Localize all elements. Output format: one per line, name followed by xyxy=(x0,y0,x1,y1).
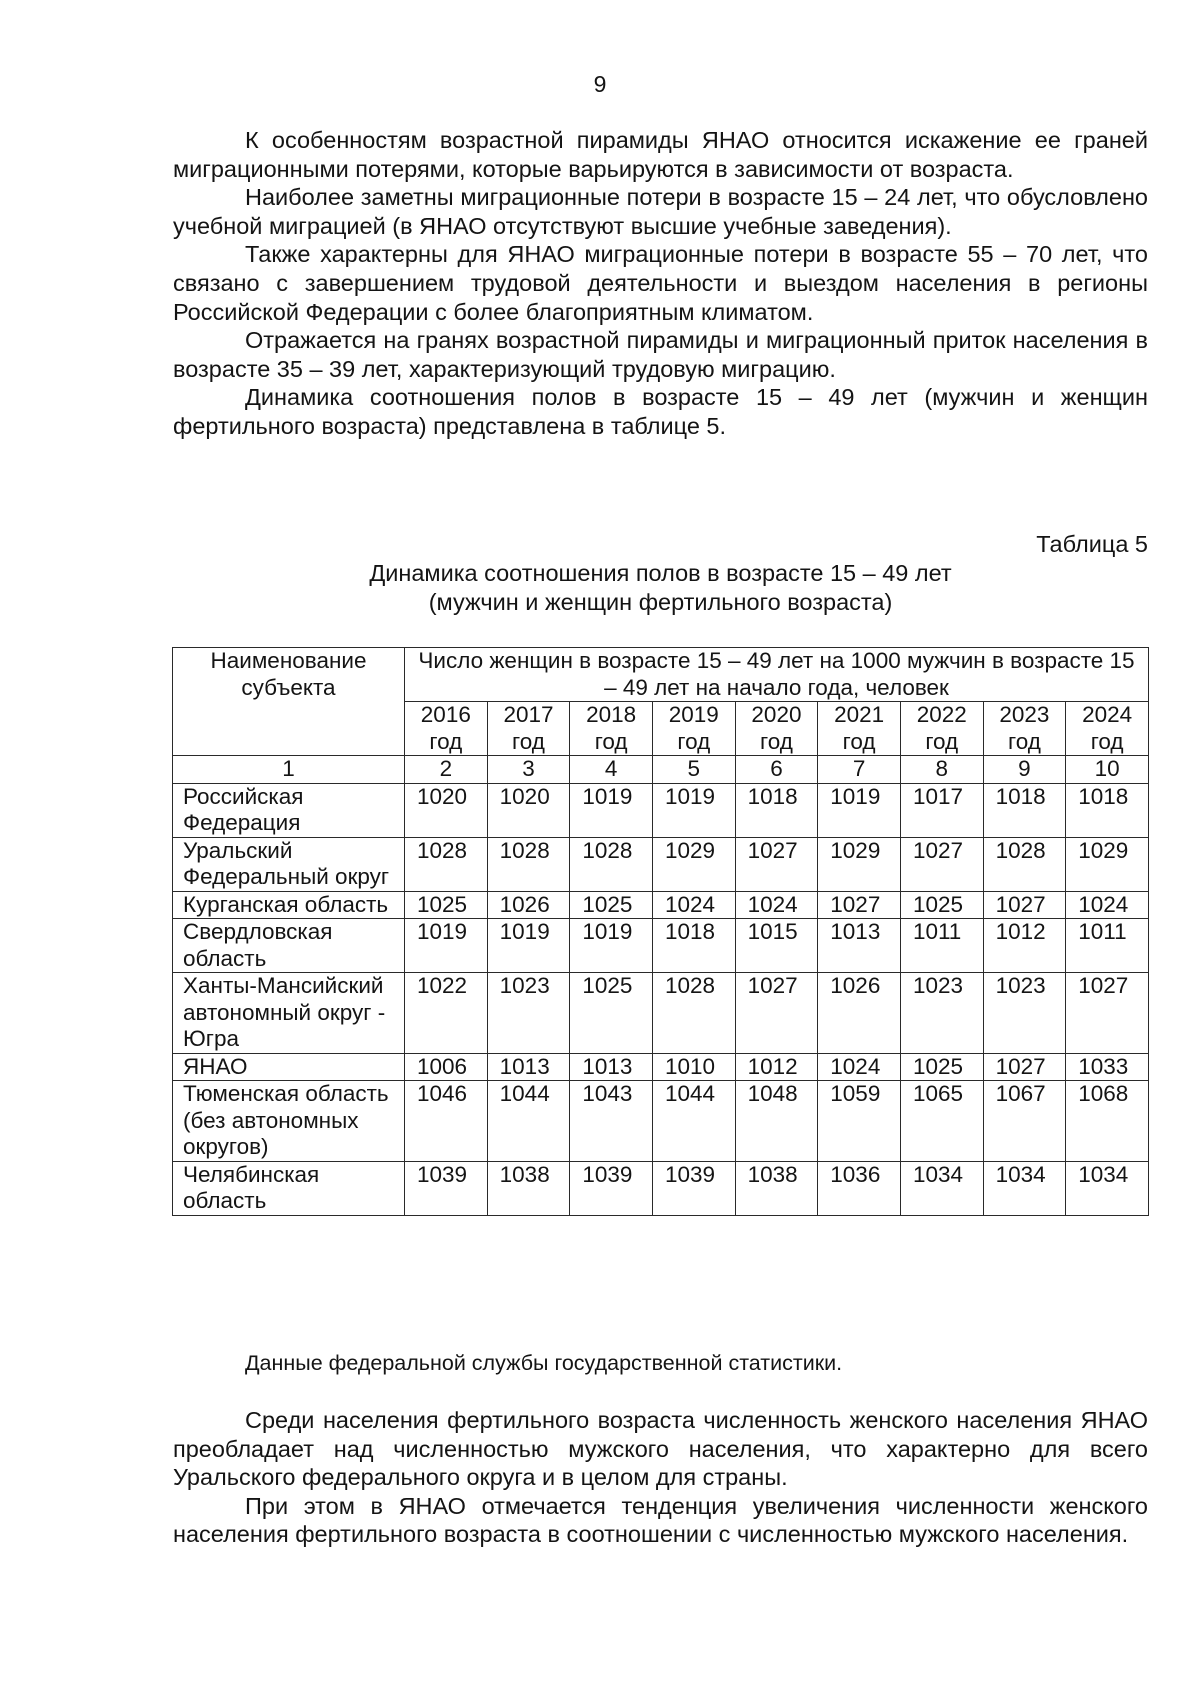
subject-name-cell: Тюменская область (без автономных округов) xyxy=(173,1081,405,1162)
value-cell: 1028 xyxy=(487,837,570,891)
value-cell: 1018 xyxy=(735,783,818,837)
table-row xyxy=(173,783,1149,837)
subject-name-cell: Уральский Федеральный округ xyxy=(173,837,405,891)
table-row xyxy=(173,1161,1149,1215)
table-title-line: Динамика соотношения полов в возрасте 15 – 49 лет xyxy=(369,560,952,586)
table-row xyxy=(173,837,1149,891)
value-cell: 1025 xyxy=(405,891,488,919)
subject-name-cell: ЯНАО xyxy=(173,1053,405,1081)
paragraph: Динамика соотношения полов в возрасте 15 – 49 лет (мужчин и женщин фертильного возраста) представлена в таблице 5. xyxy=(173,384,1148,439)
paragraph: Отражается на гранях возрастной пирамиды и миграционный приток населения в возрасте 35 – 39 лет, характеризующий трудовую миграцию. xyxy=(173,327,1148,382)
value-cell: 1024 xyxy=(818,1053,901,1081)
value-cell: 1010 xyxy=(652,1053,735,1081)
sex-ratio-table xyxy=(172,647,1149,1216)
value-cell: 1046 xyxy=(405,1081,488,1162)
value-cell: 1068 xyxy=(1066,1081,1149,1162)
year-header: 2024 год xyxy=(1066,702,1149,756)
value-cell: 1034 xyxy=(1066,1161,1149,1215)
value-cell: 1024 xyxy=(652,891,735,919)
value-cell: 1011 xyxy=(1066,919,1149,973)
table-title xyxy=(173,559,1148,616)
value-cell: 1026 xyxy=(818,973,901,1054)
subject-name-cell: Российская Федерация xyxy=(173,783,405,837)
paragraph: При этом в ЯНАО отмечается тенденция увеличения численности женского населения фертильного возраста в соотношении с численностью мужского населения. xyxy=(173,1492,1148,1548)
value-cell: 1019 xyxy=(570,783,653,837)
paragraph: Наиболее заметны миграционные потери в возрасте 15 – 24 лет, что обусловлено учебной миграцией (в ЯНАО отсутствуют высшие учебные заведения). xyxy=(173,184,1148,239)
value-cell: 1025 xyxy=(570,973,653,1054)
value-cell: 1013 xyxy=(487,1053,570,1081)
value-cell: 1065 xyxy=(900,1081,983,1162)
value-cell: 1038 xyxy=(487,1161,570,1215)
value-cell: 1011 xyxy=(900,919,983,973)
paragraph: Среди населения фертильного возраста численность женского населения ЯНАО преобладает над численностью мужского населения, что характерно для всего Уральского федерального округа и в целом для страны. xyxy=(173,1407,1148,1491)
value-cell: 1015 xyxy=(735,919,818,973)
value-cell: 1006 xyxy=(405,1053,488,1081)
column-number: 6 xyxy=(735,756,818,784)
value-cell: 1027 xyxy=(818,891,901,919)
value-cell: 1036 xyxy=(818,1161,901,1215)
value-cell: 1038 xyxy=(735,1161,818,1215)
column-number: 7 xyxy=(818,756,901,784)
value-cell: 1019 xyxy=(818,783,901,837)
value-cell: 1048 xyxy=(735,1081,818,1162)
value-cell: 1028 xyxy=(570,837,653,891)
value-cell: 1029 xyxy=(818,837,901,891)
column-number: 3 xyxy=(487,756,570,784)
value-cell: 1019 xyxy=(487,919,570,973)
value-cell: 1012 xyxy=(735,1053,818,1081)
column-number: 4 xyxy=(570,756,653,784)
column-number: 5 xyxy=(652,756,735,784)
year-header: 2022 год xyxy=(900,702,983,756)
table-title-line: (мужчин и женщин фертильного возраста) xyxy=(428,588,893,615)
value-cell: 1025 xyxy=(900,891,983,919)
value-cell: 1022 xyxy=(405,973,488,1054)
value-cell: 1017 xyxy=(900,783,983,837)
value-cell: 1020 xyxy=(405,783,488,837)
value-cell: 1027 xyxy=(983,891,1066,919)
value-cell: 1059 xyxy=(818,1081,901,1162)
paragraph: Также характерны для ЯНАО миграционные потери в возрасте 55 – 70 лет, что связано с завершением трудовой деятельности и выездом населения в регионы Российской Федерации с более благоприятным климатом. xyxy=(173,241,1148,325)
value-cell: 1027 xyxy=(983,1053,1066,1081)
value-cell: 1027 xyxy=(735,973,818,1054)
year-header: 2023 год xyxy=(983,702,1066,756)
value-cell: 1012 xyxy=(983,919,1066,973)
year-header: 2019 год xyxy=(652,702,735,756)
value-cell: 1018 xyxy=(652,919,735,973)
table-header-row xyxy=(173,648,1149,702)
value-cell: 1027 xyxy=(900,837,983,891)
value-cell: 1028 xyxy=(405,837,488,891)
value-cell: 1029 xyxy=(1066,837,1149,891)
value-cell: 1026 xyxy=(487,891,570,919)
value-cell: 1013 xyxy=(818,919,901,973)
value-cell: 1034 xyxy=(983,1161,1066,1215)
value-cell: 1018 xyxy=(1066,783,1149,837)
values-header: Число женщин в возрасте 15 – 49 лет на 1000 мужчин в возрасте 15 – 49 лет на начало года, человек xyxy=(405,648,1149,702)
value-cell: 1024 xyxy=(1066,891,1149,919)
value-cell: 1028 xyxy=(983,837,1066,891)
value-cell: 1019 xyxy=(652,783,735,837)
value-cell: 1013 xyxy=(570,1053,653,1081)
value-cell: 1044 xyxy=(487,1081,570,1162)
subject-name-cell: Свердловская область xyxy=(173,919,405,973)
table-row xyxy=(173,1053,1149,1081)
page-number: 9 xyxy=(593,71,607,97)
column-number-row xyxy=(173,756,1149,784)
value-cell: 1023 xyxy=(983,973,1066,1054)
value-cell: 1019 xyxy=(570,919,653,973)
value-cell: 1033 xyxy=(1066,1053,1149,1081)
column-number: 2 xyxy=(405,756,488,784)
table-row xyxy=(173,973,1149,1054)
value-cell: 1018 xyxy=(983,783,1066,837)
value-cell: 1034 xyxy=(900,1161,983,1215)
subject-name-cell: Курганская область xyxy=(173,891,405,919)
value-cell: 1039 xyxy=(570,1161,653,1215)
value-cell: 1023 xyxy=(487,973,570,1054)
value-cell: 1039 xyxy=(652,1161,735,1215)
column-number: 9 xyxy=(983,756,1066,784)
value-cell: 1043 xyxy=(570,1081,653,1162)
column-number: 8 xyxy=(900,756,983,784)
value-cell: 1039 xyxy=(405,1161,488,1215)
year-header: 2016 год xyxy=(405,702,488,756)
table-body xyxy=(173,783,1149,1215)
value-cell: 1029 xyxy=(652,837,735,891)
source-note: Данные федеральной службы государственной статистики. xyxy=(245,1351,843,1375)
table-label: Таблица 5 xyxy=(1036,531,1148,557)
value-cell: 1028 xyxy=(652,973,735,1054)
year-header: 2018 год xyxy=(570,702,653,756)
subject-name-cell: Ханты-Мансийский автономный округ - Югра xyxy=(173,973,405,1054)
value-cell: 1019 xyxy=(405,919,488,973)
subject-name-cell: Челябинская область xyxy=(173,1161,405,1215)
column-number: 1 xyxy=(173,756,405,784)
value-cell: 1027 xyxy=(735,837,818,891)
year-header: 2020 год xyxy=(735,702,818,756)
table-row xyxy=(173,891,1149,919)
value-cell: 1024 xyxy=(735,891,818,919)
value-cell: 1020 xyxy=(487,783,570,837)
value-cell: 1044 xyxy=(652,1081,735,1162)
value-cell: 1025 xyxy=(900,1053,983,1081)
value-cell: 1023 xyxy=(900,973,983,1054)
value-cell: 1027 xyxy=(1066,973,1149,1054)
table-row xyxy=(173,919,1149,973)
subject-header: Наименование субъекта xyxy=(173,648,405,756)
paragraph: К особенностям возрастной пирамиды ЯНАО относится искажение ее граней миграционными потерями, которые варьируются в зависимости от возраста. xyxy=(173,127,1148,182)
closing-text xyxy=(173,1406,1148,1549)
value-cell: 1067 xyxy=(983,1081,1066,1162)
year-header: 2017 год xyxy=(487,702,570,756)
year-header: 2021 год xyxy=(818,702,901,756)
intro-text xyxy=(173,126,1148,441)
column-number: 10 xyxy=(1066,756,1149,784)
value-cell: 1025 xyxy=(570,891,653,919)
table-row xyxy=(173,1081,1149,1162)
